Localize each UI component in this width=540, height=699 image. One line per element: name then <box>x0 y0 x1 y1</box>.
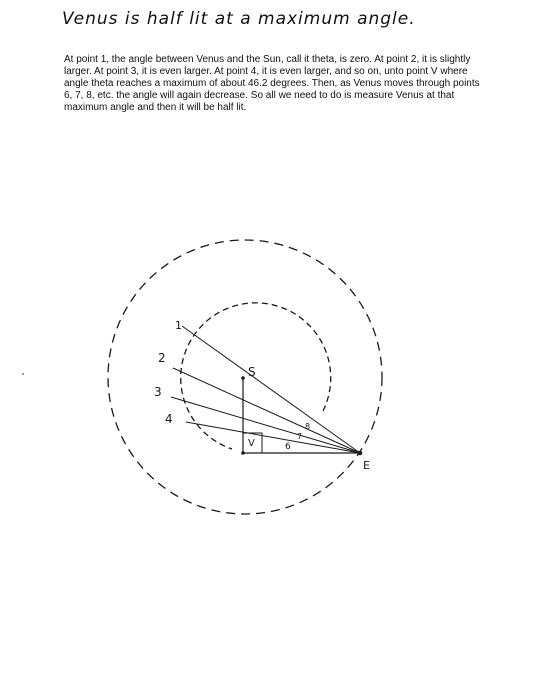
venus-dot <box>241 451 245 455</box>
earth-label: E <box>363 459 370 472</box>
point-label-7: 7 <box>297 432 303 441</box>
point-label-4: 4 <box>165 412 173 426</box>
point-label-1: 1 <box>175 319 182 332</box>
point-label-8: 8 <box>305 422 311 431</box>
earth-dot <box>358 451 363 456</box>
sightline-2 <box>173 368 360 453</box>
venus-label: V <box>248 438 255 449</box>
sun-label: S <box>248 365 256 379</box>
point-label-6: 6 <box>285 442 291 452</box>
sightline-1 <box>182 326 360 453</box>
sightline-3 <box>171 397 360 453</box>
page-title: Venus is half lit at a maximum angle. <box>62 9 416 29</box>
sun-dot <box>241 376 245 380</box>
intro-paragraph: At point 1, the angle between Venus and the Sun, call it theta, is zero. At point 2, it is slightly larger. At point 3, it is even larger. At point 4, it is even larger, and so on, unto point V where angle theta reaches a maximum of about 46.2 degrees. Then, as Venus moves through points 6, 7, 8, etc. the angle will again decrease. So all we need to do is measure Venus at that maximum angle and then it will be half lit. <box>64 54 480 114</box>
earth-orbit <box>108 240 382 514</box>
sightline-4 <box>186 422 360 453</box>
point-label-2: 2 <box>158 351 166 365</box>
point-label-3: 3 <box>154 385 162 399</box>
